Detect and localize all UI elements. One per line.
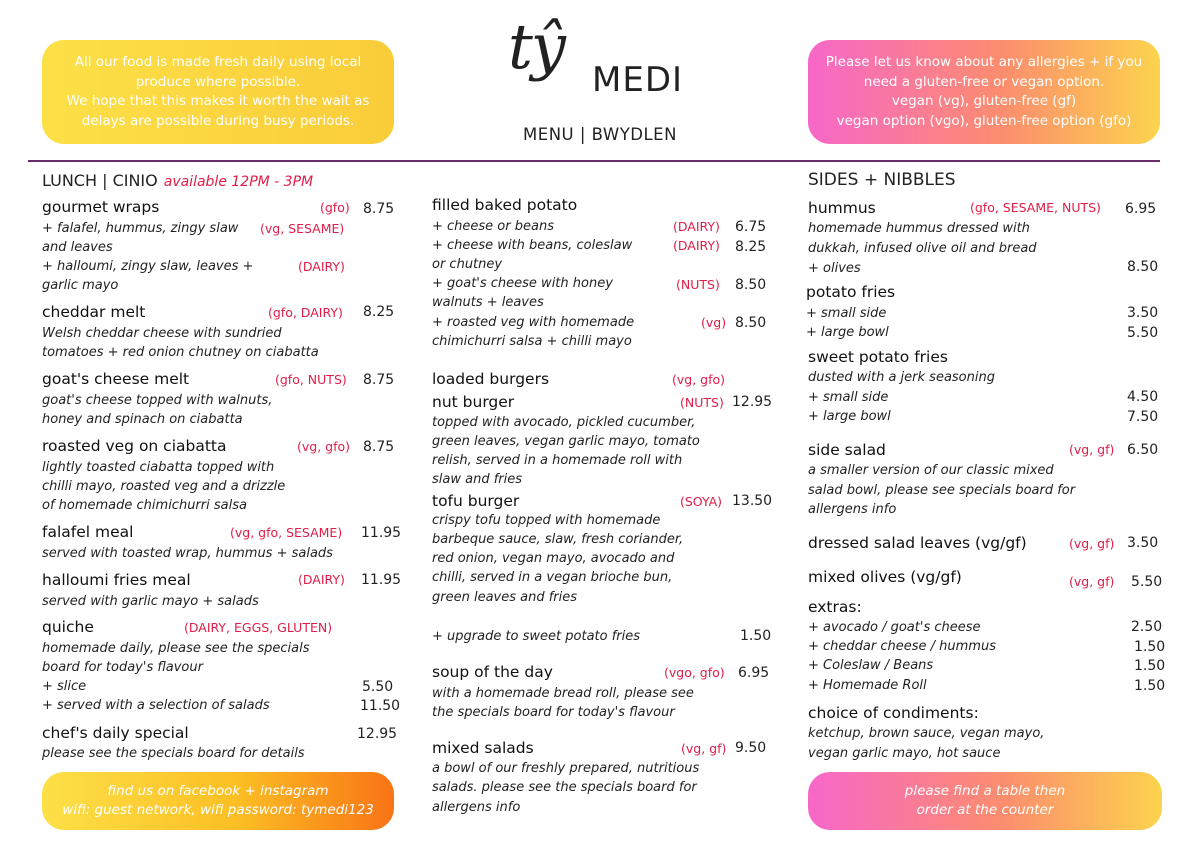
lunch-availability: available 12PM - 3PM (163, 174, 314, 190)
item-price: 5.50 (1131, 574, 1163, 590)
item-name: filled baked potato (432, 196, 578, 214)
item-description: homemade daily, please see the specials (42, 641, 310, 656)
item-name: gourmet wraps (42, 198, 160, 216)
item-price: 1.50 (1134, 678, 1166, 694)
item-description: relish, served in a homemade roll with (432, 453, 683, 468)
item-price: 8.75 (363, 439, 395, 455)
notice-line: We hope that this makes it worth the wait as (66, 93, 370, 109)
item-option: + goat's cheese with honey (432, 276, 613, 291)
item-allergens: (NUTS) (680, 395, 724, 410)
item-price: 6.95 (738, 665, 770, 681)
item-option: + slice (42, 679, 87, 694)
item-name: quiche (42, 618, 94, 636)
item-name: mixed olives (vg/gf) (808, 568, 962, 586)
notice-line: find us on facebook + instagram (107, 782, 329, 799)
item-price: 6.95 (1125, 201, 1157, 217)
item-allergens: (vg, gf) (681, 741, 727, 756)
ordering-notice (808, 772, 1162, 830)
extras-heading: extras: (808, 598, 862, 616)
item-allergens: (vg, gf) (1069, 536, 1115, 551)
notice-line: vegan (vg), gluten-free (gf) (891, 93, 1077, 109)
header-divider (28, 160, 1160, 162)
condiments-heading: choice of condiments: (808, 704, 979, 722)
item-option: or chutney (432, 257, 503, 272)
item-allergens: (DAIRY) (298, 259, 345, 274)
item-name: falafel meal (42, 523, 134, 541)
menu-subtitle: MENU | BWYDLEN (523, 125, 677, 144)
item-price: 3.50 (1127, 305, 1159, 321)
item-price: 8.25 (735, 239, 767, 255)
item-option: + upgrade to sweet potato fries (432, 629, 641, 644)
item-allergens: (gfo, NUTS) (275, 372, 347, 387)
item-option: garlic mayo (42, 278, 119, 293)
item-name: mixed salads (432, 739, 534, 757)
item-allergens: (DAIRY) (298, 572, 345, 587)
item-price: 1.50 (740, 628, 772, 644)
item-option: + large bowl (806, 325, 889, 340)
item-name: goat's cheese melt (42, 370, 190, 388)
item-option: + cheddar cheese / hummus (808, 639, 996, 654)
item-price: 7.50 (1127, 409, 1159, 425)
logo-script: tŷ (508, 10, 564, 83)
item-option: walnuts + leaves (432, 295, 544, 310)
item-description: served with toasted wrap, hummus + salads (42, 546, 333, 561)
item-description: allergens info (432, 800, 521, 815)
item-description: green leaves and fries (432, 590, 578, 605)
item-description: with a homemade bread roll, please see (432, 686, 694, 701)
item-subname: tofu burger (432, 492, 520, 510)
item-description: tomatoes + red onion chutney on ciabatta (42, 345, 319, 360)
item-option: chimichurri salsa + chilli mayo (432, 334, 632, 349)
item-description: ketchup, brown sauce, vegan mayo, (808, 726, 1045, 741)
item-price: 8.50 (735, 277, 767, 293)
item-description: honey and spinach on ciabatta (42, 412, 243, 427)
item-description: slaw and fries (432, 472, 523, 487)
item-name: side salad (808, 441, 886, 459)
item-price: 3.50 (1127, 535, 1159, 551)
item-price: 8.50 (1127, 259, 1159, 275)
item-description: lightly toasted ciabatta topped with (42, 460, 275, 475)
item-price: 11.95 (361, 572, 402, 588)
item-description: barbeque sauce, slaw, fresh coriander, (432, 532, 684, 547)
item-description: red onion, vegan mayo, avocado and (432, 551, 675, 566)
item-name: dressed salad leaves (vg/gf) (808, 534, 1027, 552)
item-description: chilli mayo, roasted veg and a drizzle (42, 479, 286, 494)
item-description: chilli, served in a vegan brioche bun, (432, 570, 673, 585)
item-description: Welsh cheddar cheese with sundried (42, 326, 282, 341)
item-price: 8.25 (363, 304, 395, 320)
item-allergens: (vg, gfo) (672, 372, 726, 387)
item-allergens: (vg, gfo) (297, 439, 351, 454)
item-name: halloumi fries meal (42, 571, 191, 589)
item-description: topped with avocado, pickled cucumber, (432, 415, 696, 430)
notice-line: order at the counter (916, 802, 1054, 818)
item-price: 11.50 (360, 698, 401, 714)
notice-line: wifi: guest network, wifi password: tymedi123 (62, 802, 374, 818)
item-description: allergens info (808, 502, 897, 517)
item-description: crispy tofu topped with homemade (432, 513, 661, 528)
item-name: loaded burgers (432, 370, 550, 388)
item-allergens: (gfo, DAIRY) (268, 305, 343, 320)
item-option: + Homemade Roll (808, 678, 927, 693)
item-price: 9.50 (735, 740, 767, 756)
notice-line: please find a table then (904, 782, 1066, 799)
item-description: homemade hummus dressed with (808, 221, 1030, 236)
item-description: dusted with a jerk seasoning (808, 370, 995, 385)
item-price: 1.50 (1134, 639, 1166, 655)
item-allergens: (DAIRY) (673, 219, 720, 234)
item-description: salad bowl, please see specials board for (808, 483, 1076, 498)
item-option: + small side (808, 390, 889, 405)
item-price: 13.50 (732, 493, 773, 509)
item-allergens: (vg, gf) (1069, 574, 1115, 589)
item-name: chef's daily special (42, 724, 189, 742)
notice-line: vegan option (vgo), gluten-free option (gfo) (836, 112, 1132, 129)
social-wifi-notice (42, 772, 394, 830)
item-name: soup of the day (432, 663, 553, 681)
notice-line: produce where possible. (135, 73, 301, 90)
item-name: hummus (808, 199, 876, 217)
item-price: 4.50 (1127, 389, 1159, 405)
logo-word: MEDI (592, 60, 684, 100)
item-description: the specials board for today's flavour (432, 705, 675, 720)
item-allergens: (DAIRY, EGGS, GLUTEN) (184, 620, 333, 635)
item-price: 6.75 (735, 219, 767, 235)
item-price: 5.50 (362, 679, 394, 695)
item-allergens: (vg, gf) (1069, 442, 1115, 457)
item-description: goat's cheese topped with walnuts, (42, 393, 273, 408)
item-allergens: (gfo) (320, 200, 350, 215)
item-allergens: (gfo, SESAME, NUTS) (970, 200, 1101, 215)
item-option: + avocado / goat's cheese (808, 620, 981, 635)
item-allergens: (DAIRY) (673, 238, 720, 253)
item-name: cheddar melt (42, 303, 146, 321)
item-price: 11.95 (361, 525, 402, 541)
item-description: served with garlic mayo + salads (42, 594, 259, 609)
item-name: roasted veg on ciabatta (42, 437, 227, 455)
item-price: 8.50 (735, 315, 767, 331)
item-allergens: (NUTS) (676, 277, 720, 292)
item-allergens: (vgo, gfo) (664, 665, 725, 680)
item-price: 8.75 (363, 372, 395, 388)
item-option: + olives (808, 261, 861, 276)
item-option: + cheese or beans (432, 219, 554, 234)
item-option: + cheese with beans, coleslaw (432, 238, 633, 253)
item-name: potato fries (806, 283, 896, 301)
item-price: 1.50 (1134, 658, 1166, 674)
notice-line: Please let us know about any allergies + if you (825, 54, 1143, 70)
sides-section-title: SIDES + NIBBLES (808, 170, 956, 190)
item-allergens: (vg) (701, 315, 727, 330)
item-description: green leaves, vegan garlic mayo, tomato (432, 434, 700, 449)
item-price: 12.95 (732, 394, 773, 410)
item-price: 2.50 (1131, 619, 1163, 635)
item-description: please see the specials board for details (42, 746, 305, 761)
item-option: + falafel, hummus, zingy slaw (42, 221, 239, 236)
lunch-title: LUNCH | CINIO (42, 171, 158, 190)
item-option: + roasted veg with homemade (432, 315, 635, 330)
allergy-notice (808, 40, 1160, 144)
restaurant-logo (500, 10, 700, 114)
item-description: a smaller version of our classic mixed (808, 463, 1054, 478)
item-description: dukkah, infused olive oil and bread (808, 241, 1037, 256)
notice-line: All our food is made fresh daily using local (74, 54, 362, 70)
item-price: 6.50 (1127, 442, 1159, 458)
item-description: a bowl of our freshly prepared, nutritious (432, 761, 700, 776)
item-option: + small side (806, 306, 887, 321)
item-option: + Coleslaw / Beans (808, 658, 934, 673)
item-description: of homemade chimichurri salsa (42, 498, 247, 513)
item-option: and leaves (42, 240, 113, 255)
item-price: 12.95 (357, 726, 398, 742)
freshness-notice (42, 40, 394, 144)
notice-line: delays are possible during busy periods. (81, 112, 355, 129)
item-description: board for today's flavour (42, 660, 203, 675)
item-price: 8.75 (363, 201, 395, 217)
item-subname: nut burger (432, 393, 515, 411)
item-allergens: (vg, gfo, SESAME) (230, 525, 343, 540)
item-description: vegan garlic mayo, hot sauce (808, 746, 1001, 761)
notice-line: need a gluten-free or vegan option. (863, 73, 1105, 90)
item-allergens: (SOYA) (680, 494, 723, 509)
item-option: + large bowl (808, 409, 891, 424)
item-price: 5.50 (1127, 325, 1159, 341)
item-description: salads. please see the specials board for (432, 780, 697, 795)
item-option: + halloumi, zingy slaw, leaves + (42, 259, 254, 274)
item-option: + served with a selection of salads (42, 698, 270, 713)
item-allergens: (vg, SESAME) (260, 221, 345, 236)
lunch-section-title (42, 171, 313, 190)
item-name: sweet potato fries (808, 348, 948, 366)
